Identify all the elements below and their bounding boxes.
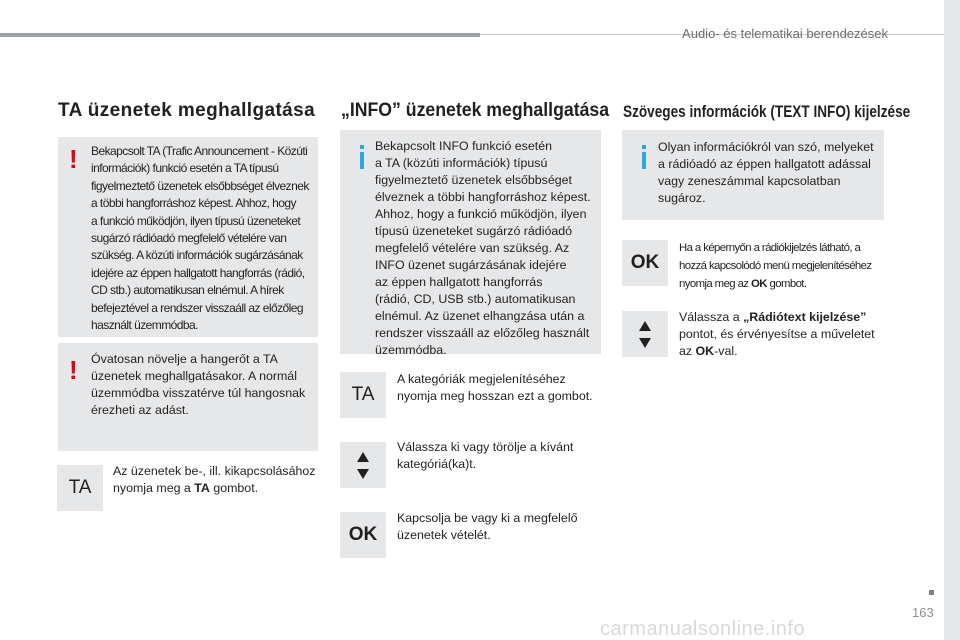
side-band bbox=[944, 0, 960, 640]
volume-warning-text: Óvatosan növelje a hangerőt a TA üzenetek meghallgatásakor. A normál üzemmódba visszatérve túl hangosnak érezheti az adást. bbox=[91, 352, 306, 417]
ta-warning-text: Bekapcsolt TA (Trafic Announcement - Közúti információk) funkció esetén a TA típusú figyelmeztető üzenetek elsőbbséget élveznek a többi hangforráshoz képest. Ahhoz, hogy a funkció működjön, ilyen típusú üzeneteket sugárzó rádióadó megfelelő vételére van szükség. A közúti információk sugárzásának idejére az éppen hallgatott hangforrás (rádió, CD stb.) automatikusan elnémul. A hírek befejeztével a rendszer visszaáll az előzőleg használt üzemmódba. bbox=[91, 144, 309, 333]
category-select-instruction: Válassza ki vagy törölje a kívánt kategóriá(ka)t. bbox=[397, 440, 574, 471]
message-toggle-instruction: Kapcsolja be vagy ki a megfelelő üzenetek vételét. bbox=[397, 511, 578, 542]
page-marker bbox=[929, 590, 934, 595]
text-info-box bbox=[622, 130, 884, 220]
info-icon bbox=[641, 145, 647, 169]
radiotext-select-instruction: Válassza a „Rádiótext kijelzése” pontot, és érvényesítse a műveletet az OK-val. bbox=[679, 310, 875, 358]
text-info-box-text: Olyan információkról van szó, melyeket a rádióadó az éppen hallgatott adással vagy zeneszámmal kapcsolatban sugároz. bbox=[658, 140, 874, 205]
ta-button-icon: TA bbox=[340, 372, 386, 418]
ta-button-instruction: Az üzenetek be-, ill. kikapcsolásához nyomja meg a TA gombot. bbox=[113, 464, 316, 495]
arrow-up-icon bbox=[357, 452, 369, 462]
info-icon bbox=[359, 145, 365, 169]
warning-icon: ! bbox=[69, 144, 78, 174]
ta-warning-box bbox=[58, 137, 318, 337]
arrow-down-icon bbox=[639, 338, 651, 348]
arrow-buttons-icon bbox=[340, 442, 386, 488]
volume-warning-box bbox=[58, 343, 318, 451]
page-number: 163 bbox=[912, 605, 934, 620]
ok-button-icon: OK bbox=[622, 240, 668, 286]
text-info-section-title: Szöveges információk (TEXT INFO) kijelzése bbox=[623, 102, 911, 121]
radio-menu-instruction: Ha a képernyőn a rádiókijelzés látható, a hozzá kapcsolódó menü megjelenítéséhez nyomja meg az OK gombot. bbox=[679, 242, 872, 290]
ok-button-icon: OK bbox=[340, 512, 386, 558]
category-display-instruction: A kategóriák megjelenítéséhez nyomja meg hosszan ezt a gombot. bbox=[397, 372, 593, 403]
warning-icon: ! bbox=[69, 355, 78, 385]
arrow-down-icon bbox=[357, 469, 369, 479]
info-box-text: Bekapcsolt INFO funkció esetén a TA (közúti információk) típusú figyelmeztető üzenetek elsőbbséget élveznek a többi hangforráshoz képest. Ahhoz, hogy a funkció működjön, ilyen típusú üzeneteket sugárzó rádióadó megfelelő vételére van szükség. Az INFO üzenet sugárzásának idejére az éppen hallgatott hangforrás (rádió, CD, USB stb.) automatikusan elnémul. Az üzenet elhangzása után a rendszer visszaáll az előzőleg használt üzemmódba. bbox=[375, 139, 591, 357]
section-header: Audio- és telematikai berendezések bbox=[682, 26, 888, 41]
header-rule bbox=[0, 33, 480, 37]
info-section-title: „INFO” üzenetek meghallgatása bbox=[341, 100, 610, 121]
watermark: carmanualsonline.info bbox=[600, 618, 806, 640]
arrow-up-icon bbox=[639, 321, 651, 331]
ta-section-title: TA üzenetek meghallgatása bbox=[58, 100, 316, 121]
ta-button-icon: TA bbox=[57, 465, 103, 511]
arrow-buttons-icon bbox=[622, 311, 668, 357]
info-box bbox=[340, 130, 601, 357]
